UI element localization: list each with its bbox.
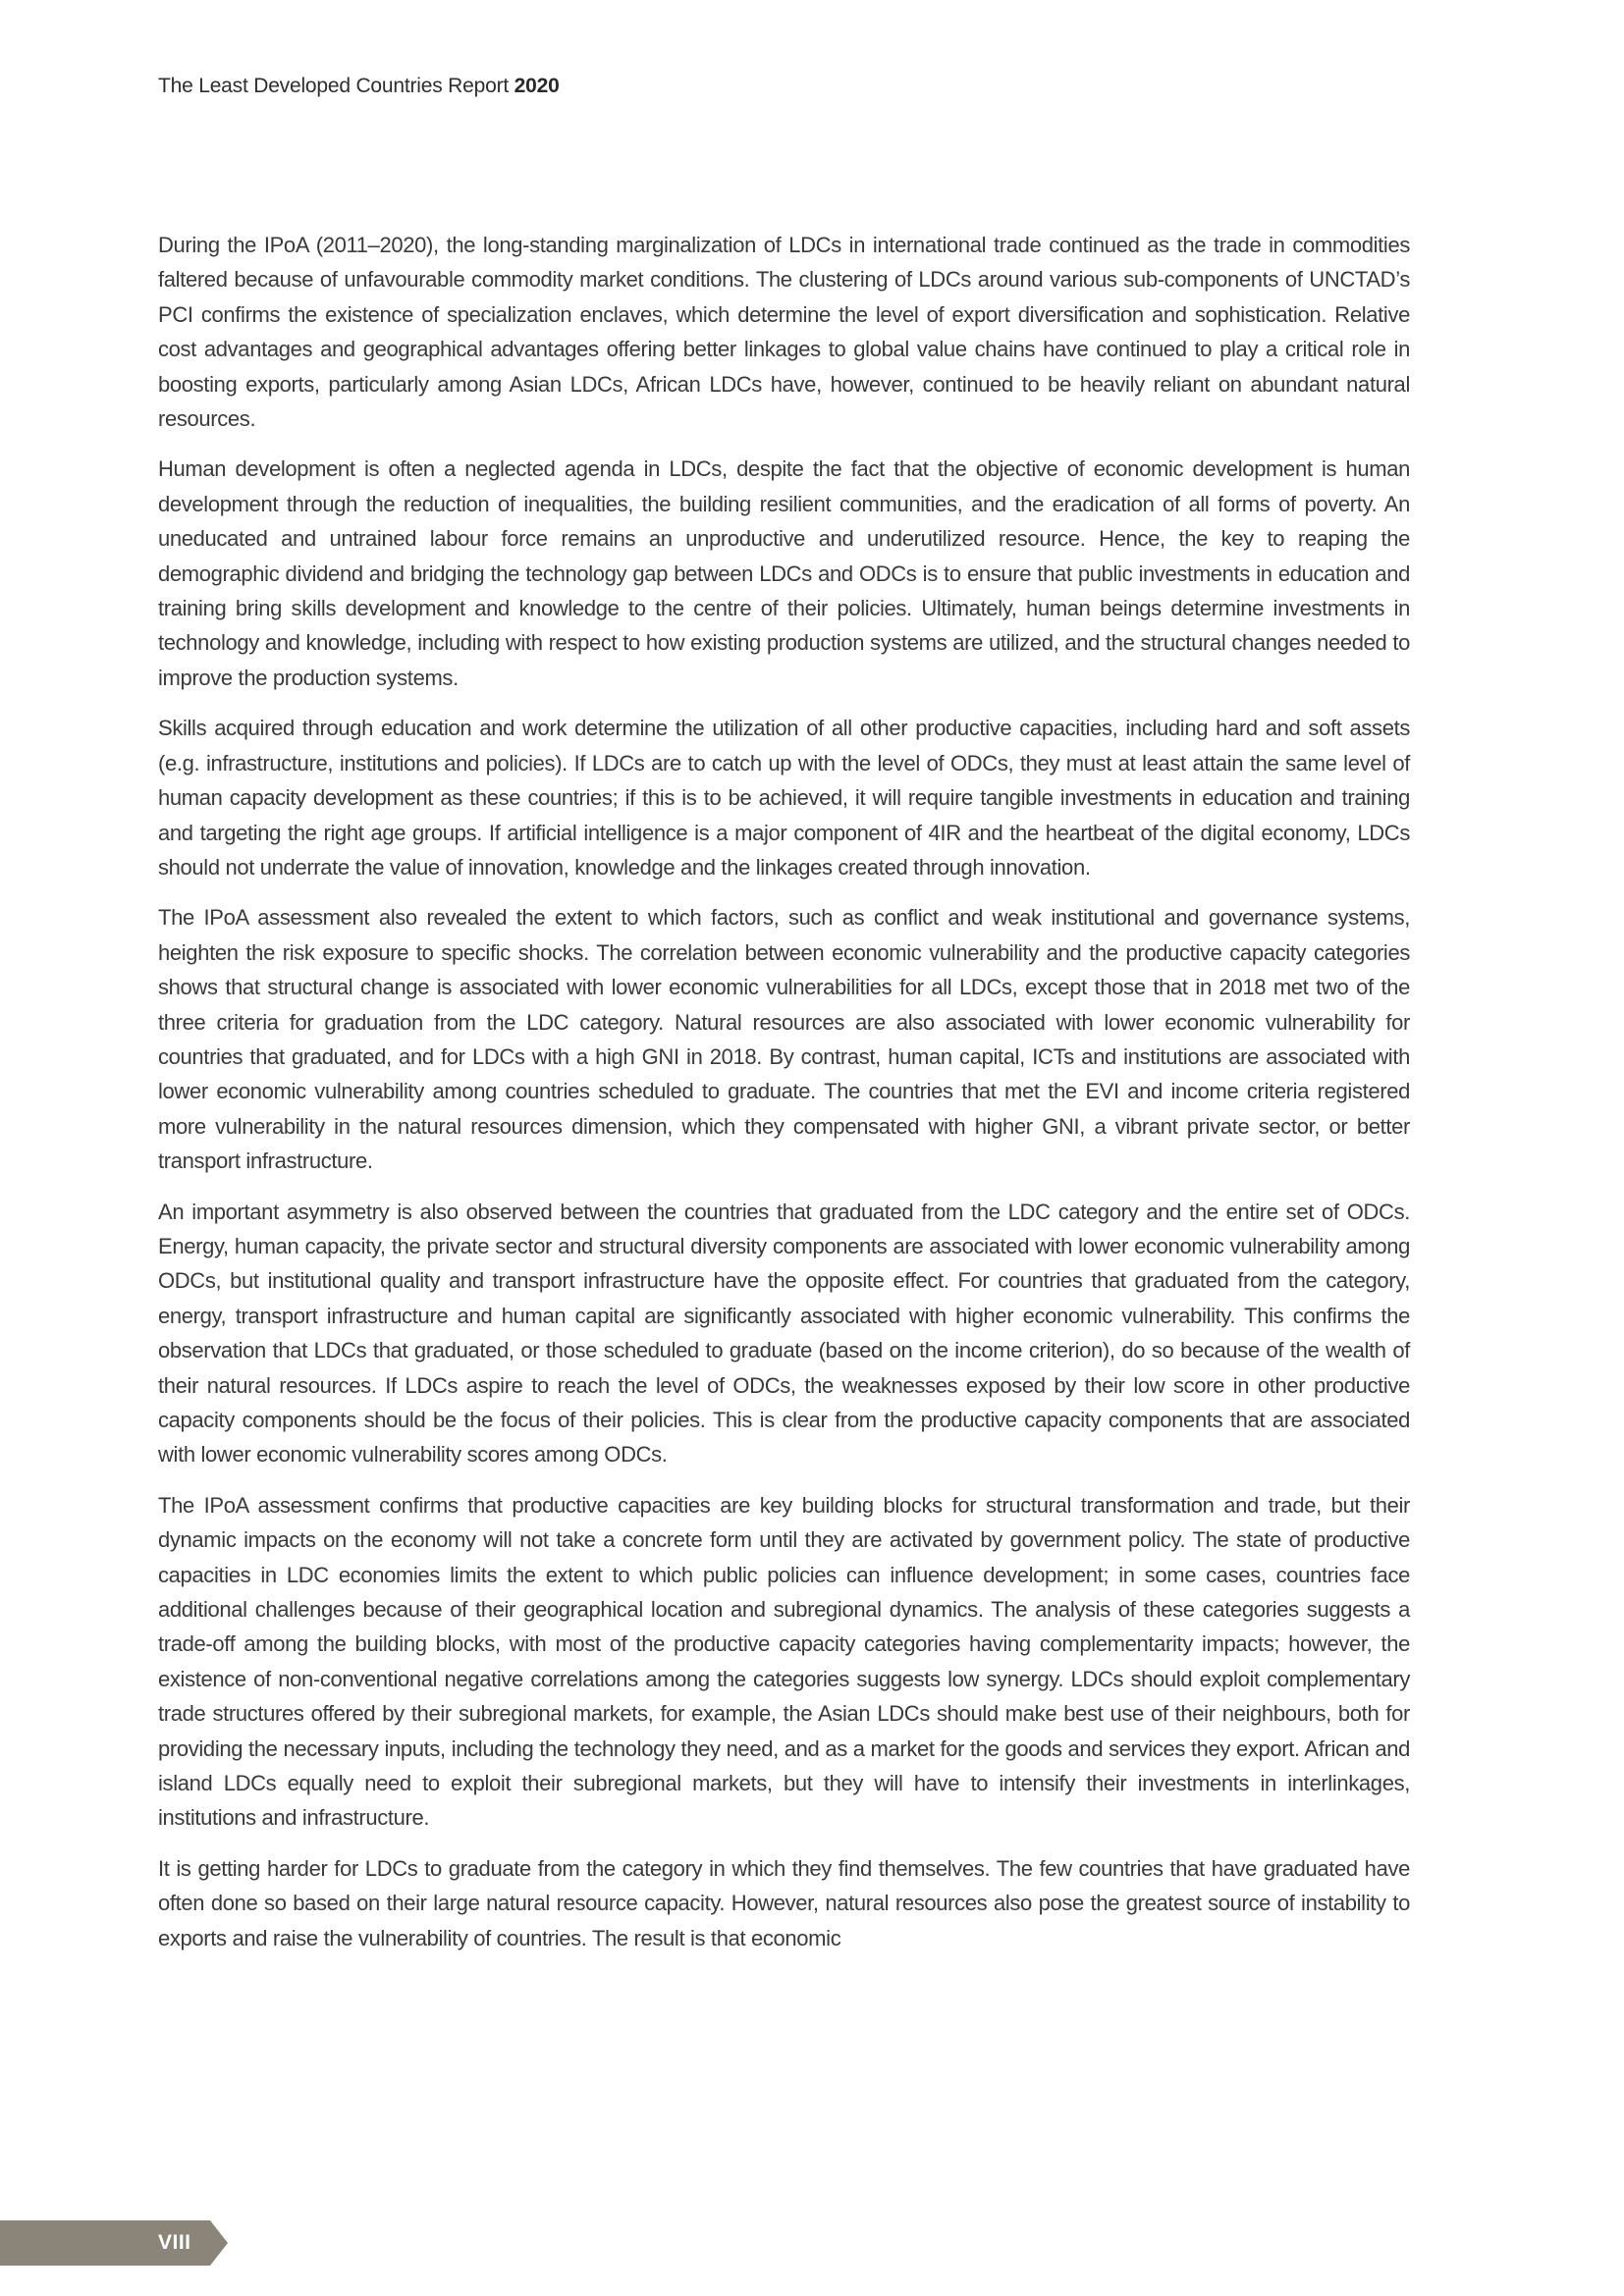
page-number: VIII [158,2231,191,2254]
page-number-tab [0,2220,228,2266]
report-year: 2020 [514,75,560,97]
paragraph-6: The IPoA assessment confirms that productive capacities are key building blocks for structural transformation and trade, but their dynamic impacts on the economy will not take a concrete form until they are activated by government policy. The state of productive capacities in LDC economies limits the extent to which public policies can influence development; in some cases, countries face additional challenges because of their geographical location and subregional dynamics. The analysis of these categories suggests a trade-off among the building blocks, with most of the productive capacity categories having complementarity impacts; however, the existence of non-conventional negative correlations among the categories suggests low synergy. LDCs should exploit complementary trade structures offered by their subregional markets, for example, the Asian LDCs should make best use of their neighbours, both for providing the necessary inputs, including the technology they need, and as a market for the goods and services they export. African and island LDCs equally need to exploit their subregional markets, but they will have to intensify their investments in interlinkages, institutions and infrastructure. [158,1492,1410,1831]
body-text [158,228,1410,1971]
paragraph-1: During the IPoA (2011–2020), the long-standing marginalization of LDCs in international trade continued as the trade in commodities faltered because of unfavourable commodity market conditions. The clustering of LDCs around various sub-components of UNCTAD’s PCI confirms the existence of specialization enclaves, which determine the level of export diversification and sophistication. Relative cost advantages and geographical advantages offering better linkages to global value chains have continued to play a critical role in boosting exports, particularly among Asian LDCs, African LDCs have, however, continued to be heavily reliant on abundant natural resources. [158,233,1410,432]
report-title: The Least Developed Countries Report [158,75,510,97]
paragraph-4: The IPoA assessment also revealed the extent to which factors, such as conflict and weak institutional and governance systems, heighten the risk exposure to specific shocks. The correlation between economic vulnerability and the productive capacity categories shows that structural change is associated with lower economic vulnerabilities for all LDCs, except those that in 2018 met two of the three criteria for graduation from the LDC category. Natural resources are also associated with lower economic vulnerability for countries that graduated, and for LDCs with a high GNI in 2018. By contrast, human capital, ICTs and institutions are associated with lower economic vulnerability among countries scheduled to graduate. The countries that met the EVI and income criteria registered more vulnerability in the natural resources dimension, which they compensated with higher GNI, a vibrant private sector, or better transport infrastructure. [158,905,1410,1174]
paragraph-2: Human development is often a neglected agenda in LDCs, despite the fact that the objective of economic development is human development through the reduction of inequalities, the building resilient communities, and the eradication of all forms of poverty. An uneducated and untrained labour force remains an unproductive and underutilized resource. Hence, the key to reaping the demographic dividend and bridging the technology gap between LDCs and ODCs is to ensure that public investments in education and training bring skills development and knowledge to the centre of their policies. Ultimately, human beings determine investments in technology and knowledge, including with respect to how existing production systems are utilized, and the structural changes needed to improve the production systems. [158,456,1410,690]
paragraph-3: Skills acquired through education and work determine the utilization of all other productive capacities, including hard and soft assets (e.g. infrastructure, institutions and policies). If LDCs are to catch up with the level of ODCs, they must at least attain the same level of human capacity development as these countries; if this is to be achieved, it will require tangible investments in education and training and targeting the right age groups. If artificial intelligence is a major component of 4IR and the heartbeat of the digital economy, LDCs should not underrate the value of innovation, knowledge and the linkages created through innovation. [158,716,1410,880]
paragraph-7: It is getting harder for LDCs to graduate from the category in which they find themselves. The few countries that have graduated have often done so based on their large natural resource capacity. However, natural resources also pose the greatest source of instability to exports and raise the vulnerability of countries. The result is that economic [158,1855,1410,1950]
running-header [158,75,560,98]
paragraph-5: An important asymmetry is also observed between the countries that graduated from the LDC category and the entire set of ODCs. Energy, human capacity, the private sector and structural diversity components are associated with lower economic vulnerability among ODCs, but institutional quality and transport infrastructure have the opposite effect. For countries that graduated from the category, energy, transport infrastructure and human capital are significantly associated with higher economic vulnerability. This confirms the observation that LDCs that graduated, or those scheduled to graduate (based on the income criterion), do so because of the wealth of their natural resources. If LDCs aspire to reach the level of ODCs, the weaknesses exposed by their low score in other productive capacity components should be the focus of their policies. This is clear from the productive capacity components that are associated with lower economic vulnerability scores among ODCs. [158,1199,1410,1468]
